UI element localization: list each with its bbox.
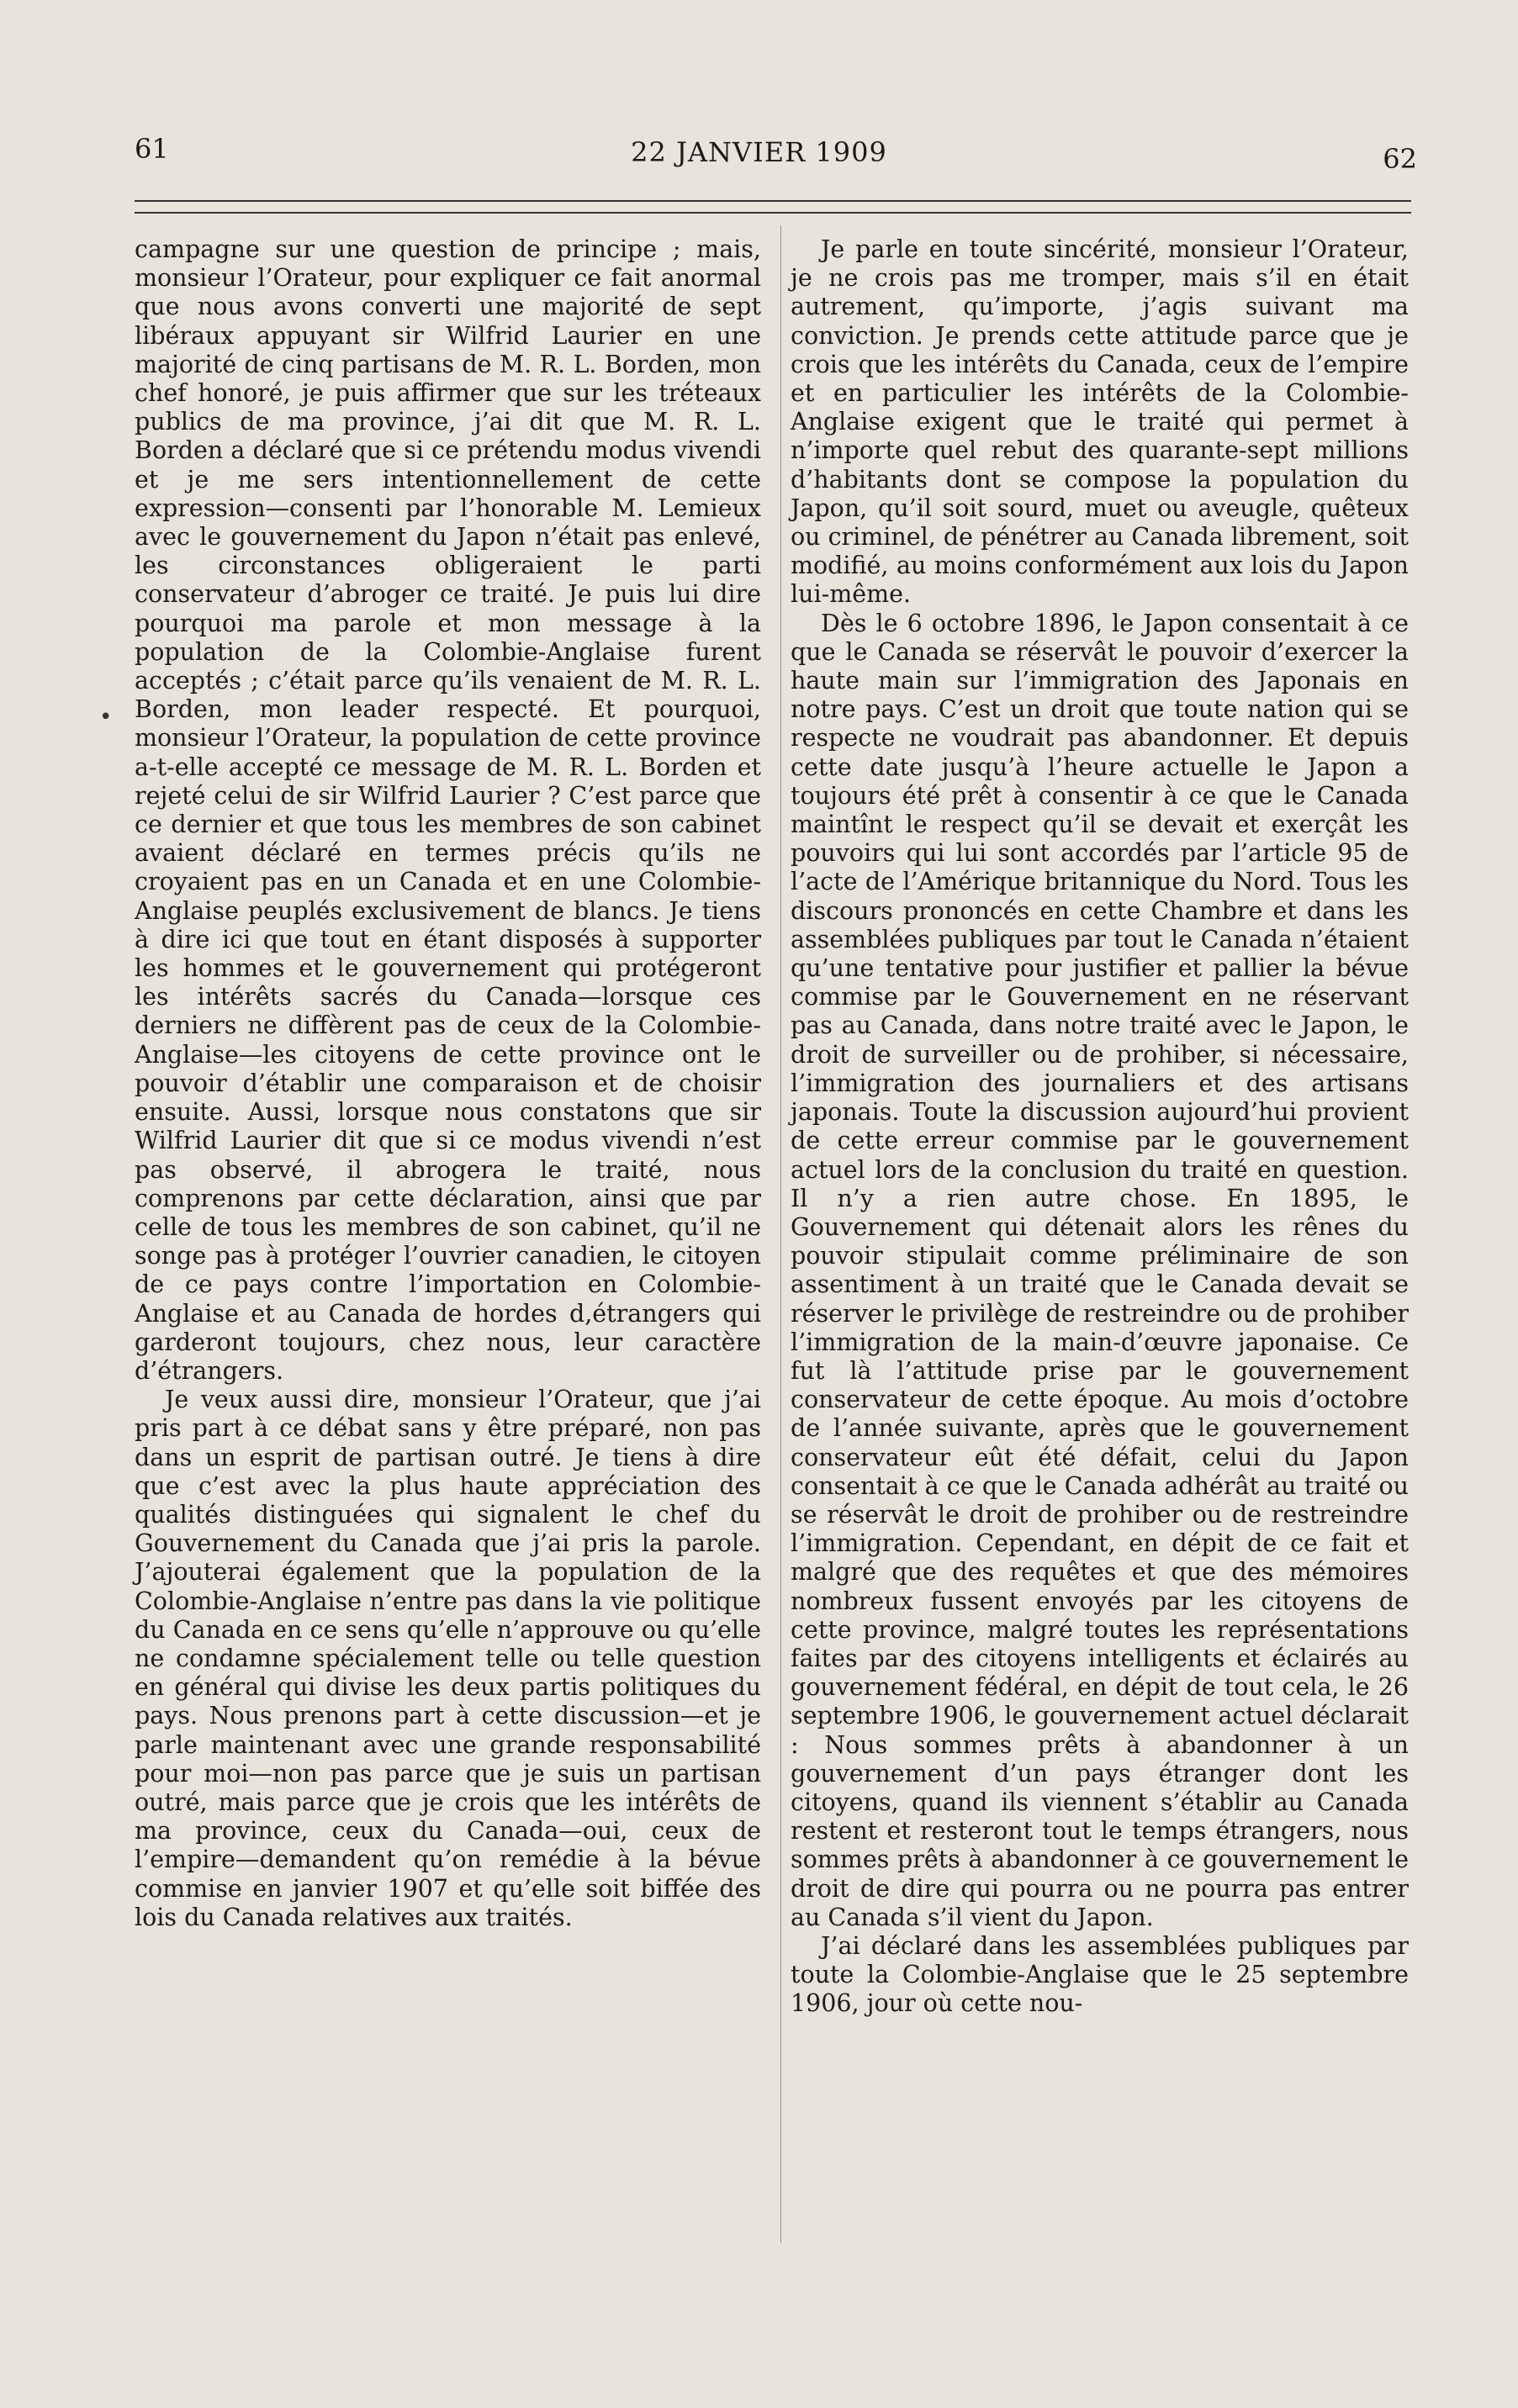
paragraph: Dès le 6 octobre 1896, le Japon consentait à ce que le Canada se réservât le pouvoir d’exercer la haute main sur l’immigration des Japonais en notre pays. C’est un droit que toute nation qui se respecte ne voudrait pas abandonner. Et depuis cette date jusqu’à l’heure actuelle le Japon a toujours été prêt à consentir à ce que le Canada maintînt le respect qu’il se devait et exerçât les pouvoirs qui lui sont accordés par l’article 95 de l’acte de l’Amérique britannique du Nord. Tous les discours prononcés en cette Chambre et dans les assemblées publiques par tout le Canada n’étaient qu’une tentative pour justifier et pallier la bévue commise par le Gouvernement en ne réservant pas au Canada, dans notre traité avec le Japon, le droit de surveiller ou de prohiber, si nécessaire, l’immigration des journaliers et des artisans japonais. Toute la discussion aujourd’hui provient de cette erreur commise par le gouvernement actuel lors de la conclusion du traité en question. Il n’y a rien autre chose. En 1895, le Gouvernement qui détenait alors les rênes du pouvoir stipulait comme préliminaire de son assentiment à un traité que le Canada devait se réserver le privilège de restreindre ou de prohiber l’immigration de la main-d’œuvre japonaise. Ce fut là l’attitude prise par le gouvernement conservateur de cette époque. Au mois d’octobre de l’année suivante, après que le gouvernement conservateur eût été défait, celui du Japon consentait à ce que le Canada adhérât au traité ou se réservât le droit de prohiber ou de restreindre l’immigration. Cependant, en dépit de ce fait et malgré que des requêtes et que des mémoires nombreux fussent envoyés par les citoyens de cette province, malgré toutes les représentations faites par des citoyens intelligents et éclairés au gouvernement fédéral, en dépit de tout cela, le 26 septembre 1906, le gouvernement actuel déclarait : Nous sommes prêts à abandonner à un gouvernement d’un pays étranger dont les citoyens, quand ils viennent s’établir au Canada restent et resteront tout le temps étrangers, nous sommes prêts à abandonner à ce gouvernement le droit de dire qui pourra ou ne pourra pas entrer au Canada s’il vient du Japon. [791, 609, 1409, 1931]
left-column [135, 235, 761, 1932]
paragraph: Je veux aussi dire, monsieur l’Orateur, que j’ai pris part à ce débat sans y être préparé, non pas dans un esprit de partisan outré. Je tiens à dire que c’est avec la plus haute appréciation des qualités distinguées qui signalent le chef du Gouvernement du Canada que j’ai pris la parole. J’ajouterai également que la population de la Colombie-Anglaise n’entre pas dans la vie politique du Canada en ce sens qu’elle n’approuve ou qu’elle ne condamne spécialement telle ou telle question en général qui divise les deux partis politiques du pays. Nous prenons part à cette discussion—et je parle maintenant avec une grande responsabilité pour moi—non pas parce que je suis un partisan outré, mais parce que je crois que les intérêts de ma province, ceux du Canada—oui, ceux de l’empire—demandent qu’on remédie à la bévue commise en janvier 1907 et qu’elle soit biffée des lois du Canada relatives aux traités. [135, 1386, 761, 1931]
page-number-left: 61 [135, 133, 169, 165]
header-rule-bottom [135, 212, 1411, 214]
page-number-right: 62 [1383, 143, 1417, 175]
margin-mark: • [99, 705, 113, 730]
paragraph: Je parle en toute sincérité, monsieur l’Orateur, je ne crois pas me tromper, mais s’il en était autrement, qu’importe, j’agis suivant ma conviction. Je prends cette attitude parce que je crois que les intérêts du Canada, ceux de l’empire et en particulier les intérêts de la Colombie-Anglaise exigent que le traité qui permet à n’importe quel rebut des quarante-sept millions d’habitants dont se compose la population du Japon, qu’il soit sourd, muet ou aveugle, quêteux ou criminel, de pénétrer au Canada librement, soit modifié, au moins conformément aux lois du Japon lui-même. [791, 235, 1409, 609]
paragraph: J’ai déclaré dans les assemblées publiques par toute la Colombie-Anglaise que le 25 septembre 1906, jour où cette nou- [791, 1931, 1409, 2018]
page-title: 22 JANVIER 1909 [631, 136, 887, 168]
column-divider [780, 225, 781, 2243]
header-rule-top [135, 200, 1411, 202]
paragraph: campagne sur une question de principe ; mais, monsieur l’Orateur, pour expliquer ce fait anormal que nous avons converti une majorité de sept libéraux appuyant sir Wilfrid Laurier en une majorité de cinq partisans de M. R. L. Borden, mon chef honoré, je puis affirmer que sur les tréteaux publics de ma province, j’ai dit que M. R. L. Borden a déclaré que si ce prétendu modus vivendi et je me sers intentionnellement de cette expression—consenti par l’honorable M. Lemieux avec le gouvernement du Japon n’était pas enlevé, les circonstances obligeraient le parti conservateur d’abroger ce traité. Je puis lui dire pourquoi ma parole et mon message à la population de la Colombie-Anglaise furent acceptés ; c’était parce qu’ils venaient de M. R. L. Borden, mon leader respecté. Et pourquoi, monsieur l’Orateur, la population de cette province a-t-elle accepté ce message de M. R. L. Borden et rejeté celui de sir Wilfrid Laurier ? C’est parce que ce dernier et que tous les membres de son cabinet avaient déclaré en termes précis qu’ils ne croyaient pas en un Canada et en une Colombie-Anglaise peuplés exclusivement de blancs. Je tiens à dire ici que tout en étant disposés à supporter les hommes et le gouvernement qui protégeront les intérêts sacrés du Canada—lorsque ces derniers ne diffèrent pas de ceux de la Colombie-Anglaise—les citoyens de cette province ont le pouvoir d’établir une comparaison et de choisir ensuite. Aussi, lorsque nous constatons que sir Wilfrid Laurier dit que si ce modus vivendi n’est pas observé, il abrogera le traité, nous comprenons par cette déclaration, ainsi que par celle de tous les membres de son cabinet, qu’il ne songe pas à protéger l’ouvrier canadien, le citoyen de ce pays contre l’importation en Colombie-Anglaise et au Canada de hordes d,étrangers qui garderont toujours, chez nous, leur caractère d’étrangers. [135, 235, 761, 1385]
right-column [791, 235, 1409, 2019]
page-header [0, 133, 1518, 183]
